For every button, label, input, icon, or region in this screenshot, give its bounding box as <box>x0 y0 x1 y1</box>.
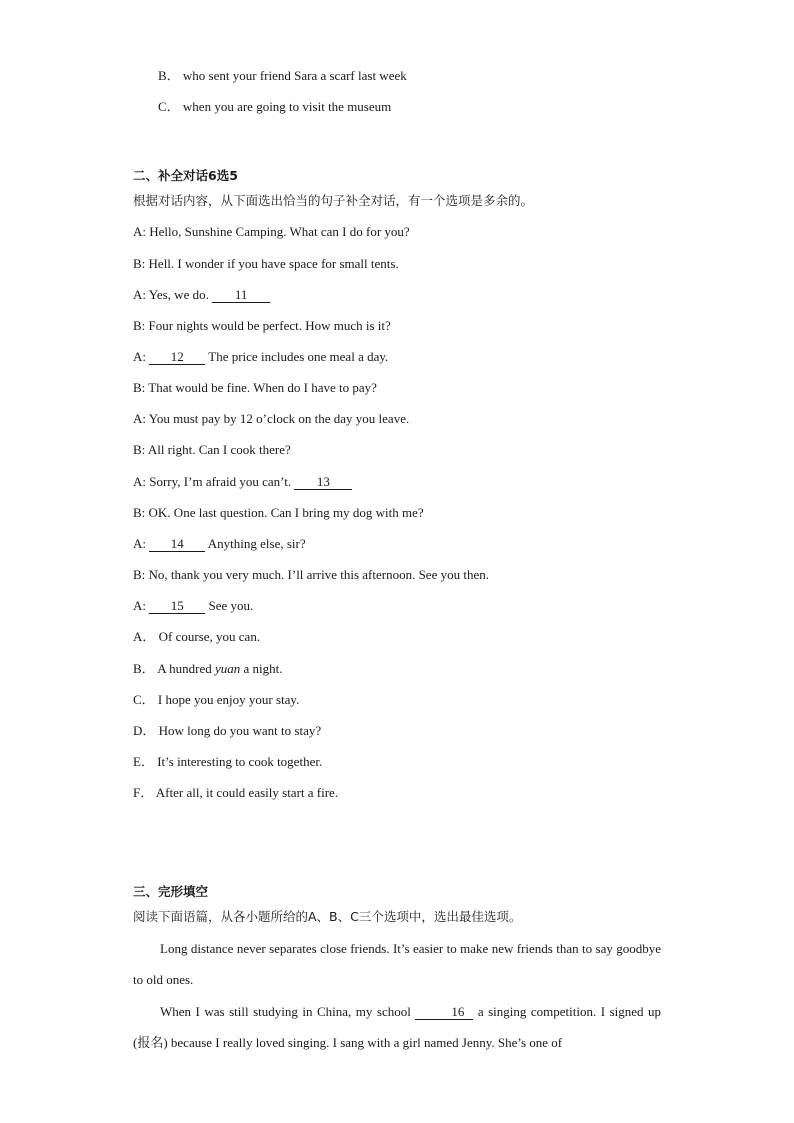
option-letter: D． <box>133 723 156 738</box>
option-f <box>133 785 338 801</box>
dialogue-text: Anything else, sir? <box>205 536 306 551</box>
dialogue-line: B: No, thank you very much. I’ll arrive this afternoon. See you then. <box>133 567 489 582</box>
dialogue-text: See you. <box>205 598 254 613</box>
prev-option-c <box>158 99 391 115</box>
dialogue-line: A: Hello, Sunshine Camping. What can I do for you? <box>133 224 410 239</box>
passage-paragraph-2 <box>133 996 661 1058</box>
option-a <box>133 629 260 645</box>
passage-text: When I was still studying in China, my school <box>160 1004 416 1019</box>
option-e <box>133 754 322 770</box>
dialogue-text: A: <box>133 598 150 613</box>
option-d <box>133 723 321 739</box>
option-c <box>133 692 299 708</box>
option-letter: C． <box>158 99 180 114</box>
section2-instruction: 根据对话内容，从下面选出恰当的句子补全对话，有一个选项是多余的。 <box>133 193 534 208</box>
section3-heading: 三、完形填空 <box>133 884 209 899</box>
option-text: who sent your friend Sara a scarf last week <box>182 68 407 83</box>
dialogue-line: B: All right. Can I cook there? <box>133 442 291 457</box>
dialogue-text: A: <box>133 536 150 551</box>
option-b <box>133 661 283 677</box>
option-text: I hope you enjoy your stay. <box>157 692 300 707</box>
dialogue-text: A: Sorry, I’m afraid you can’t. <box>133 474 295 489</box>
dialogue-text: The price includes one meal a day. <box>205 349 389 364</box>
dialogue-line: B: Hell. I wonder if you have space for small tents. <box>133 256 399 271</box>
option-letter: C． <box>133 692 155 707</box>
option-letter: F． <box>133 785 154 800</box>
blank-14[interactable]: 14 <box>149 537 205 552</box>
blank-15[interactable]: 15 <box>149 599 205 614</box>
dialogue-line: B: That would be fine. When do I have to pay? <box>133 380 377 395</box>
dialogue-line <box>133 474 352 490</box>
section2-heading: 二、补全对话6选5 <box>133 168 238 183</box>
option-text: a night. <box>240 661 283 676</box>
prev-option-b <box>158 68 407 84</box>
blank-11[interactable]: 11 <box>212 288 270 303</box>
dialogue-line <box>133 536 306 552</box>
blank-13[interactable]: 13 <box>294 475 352 490</box>
blank-12[interactable]: 12 <box>149 350 205 365</box>
option-text: when you are going to visit the museum <box>182 99 392 114</box>
dialogue-text: A: Yes, we do. <box>133 287 213 302</box>
option-letter: B． <box>158 68 180 83</box>
passage-text: a singing competition. I signed up (报名) because I really loved singing. I sang with a girl named Jenny. She’s one of <box>133 1004 662 1050</box>
option-letter: B． <box>133 661 155 676</box>
dialogue-line <box>133 598 253 614</box>
option-text: After all, it could easily start a fire. <box>155 785 339 800</box>
dialogue-line <box>133 349 388 365</box>
dialogue-line: A: You must pay by 12 o’clock on the day you leave. <box>133 411 410 426</box>
dialogue-text: A: <box>133 349 150 364</box>
dialogue-line <box>133 287 270 303</box>
section3-instruction: 阅读下面语篇，从各小题所给的A、B、C三个选项中，选出最佳选项。 <box>133 909 522 924</box>
dialogue-line: B: OK. One last question. Can I bring my dog with me? <box>133 505 424 520</box>
passage-paragraph-1: Long distance never separates close friends. It’s easier to make new friends than to say goodbye to old ones. <box>133 941 661 987</box>
option-letter: A． <box>133 629 156 644</box>
option-text: Of course, you can. <box>158 629 261 644</box>
option-text: A hundred <box>157 661 215 676</box>
option-letter: E． <box>133 754 154 769</box>
option-text: How long do you want to stay? <box>158 723 322 738</box>
dialogue-line: B: Four nights would be perfect. How much is it? <box>133 318 391 333</box>
option-text: It’s interesting to cook together. <box>157 754 323 769</box>
blank-16[interactable]: 16 <box>415 1005 473 1020</box>
option-text-italic: yuan <box>215 661 241 676</box>
